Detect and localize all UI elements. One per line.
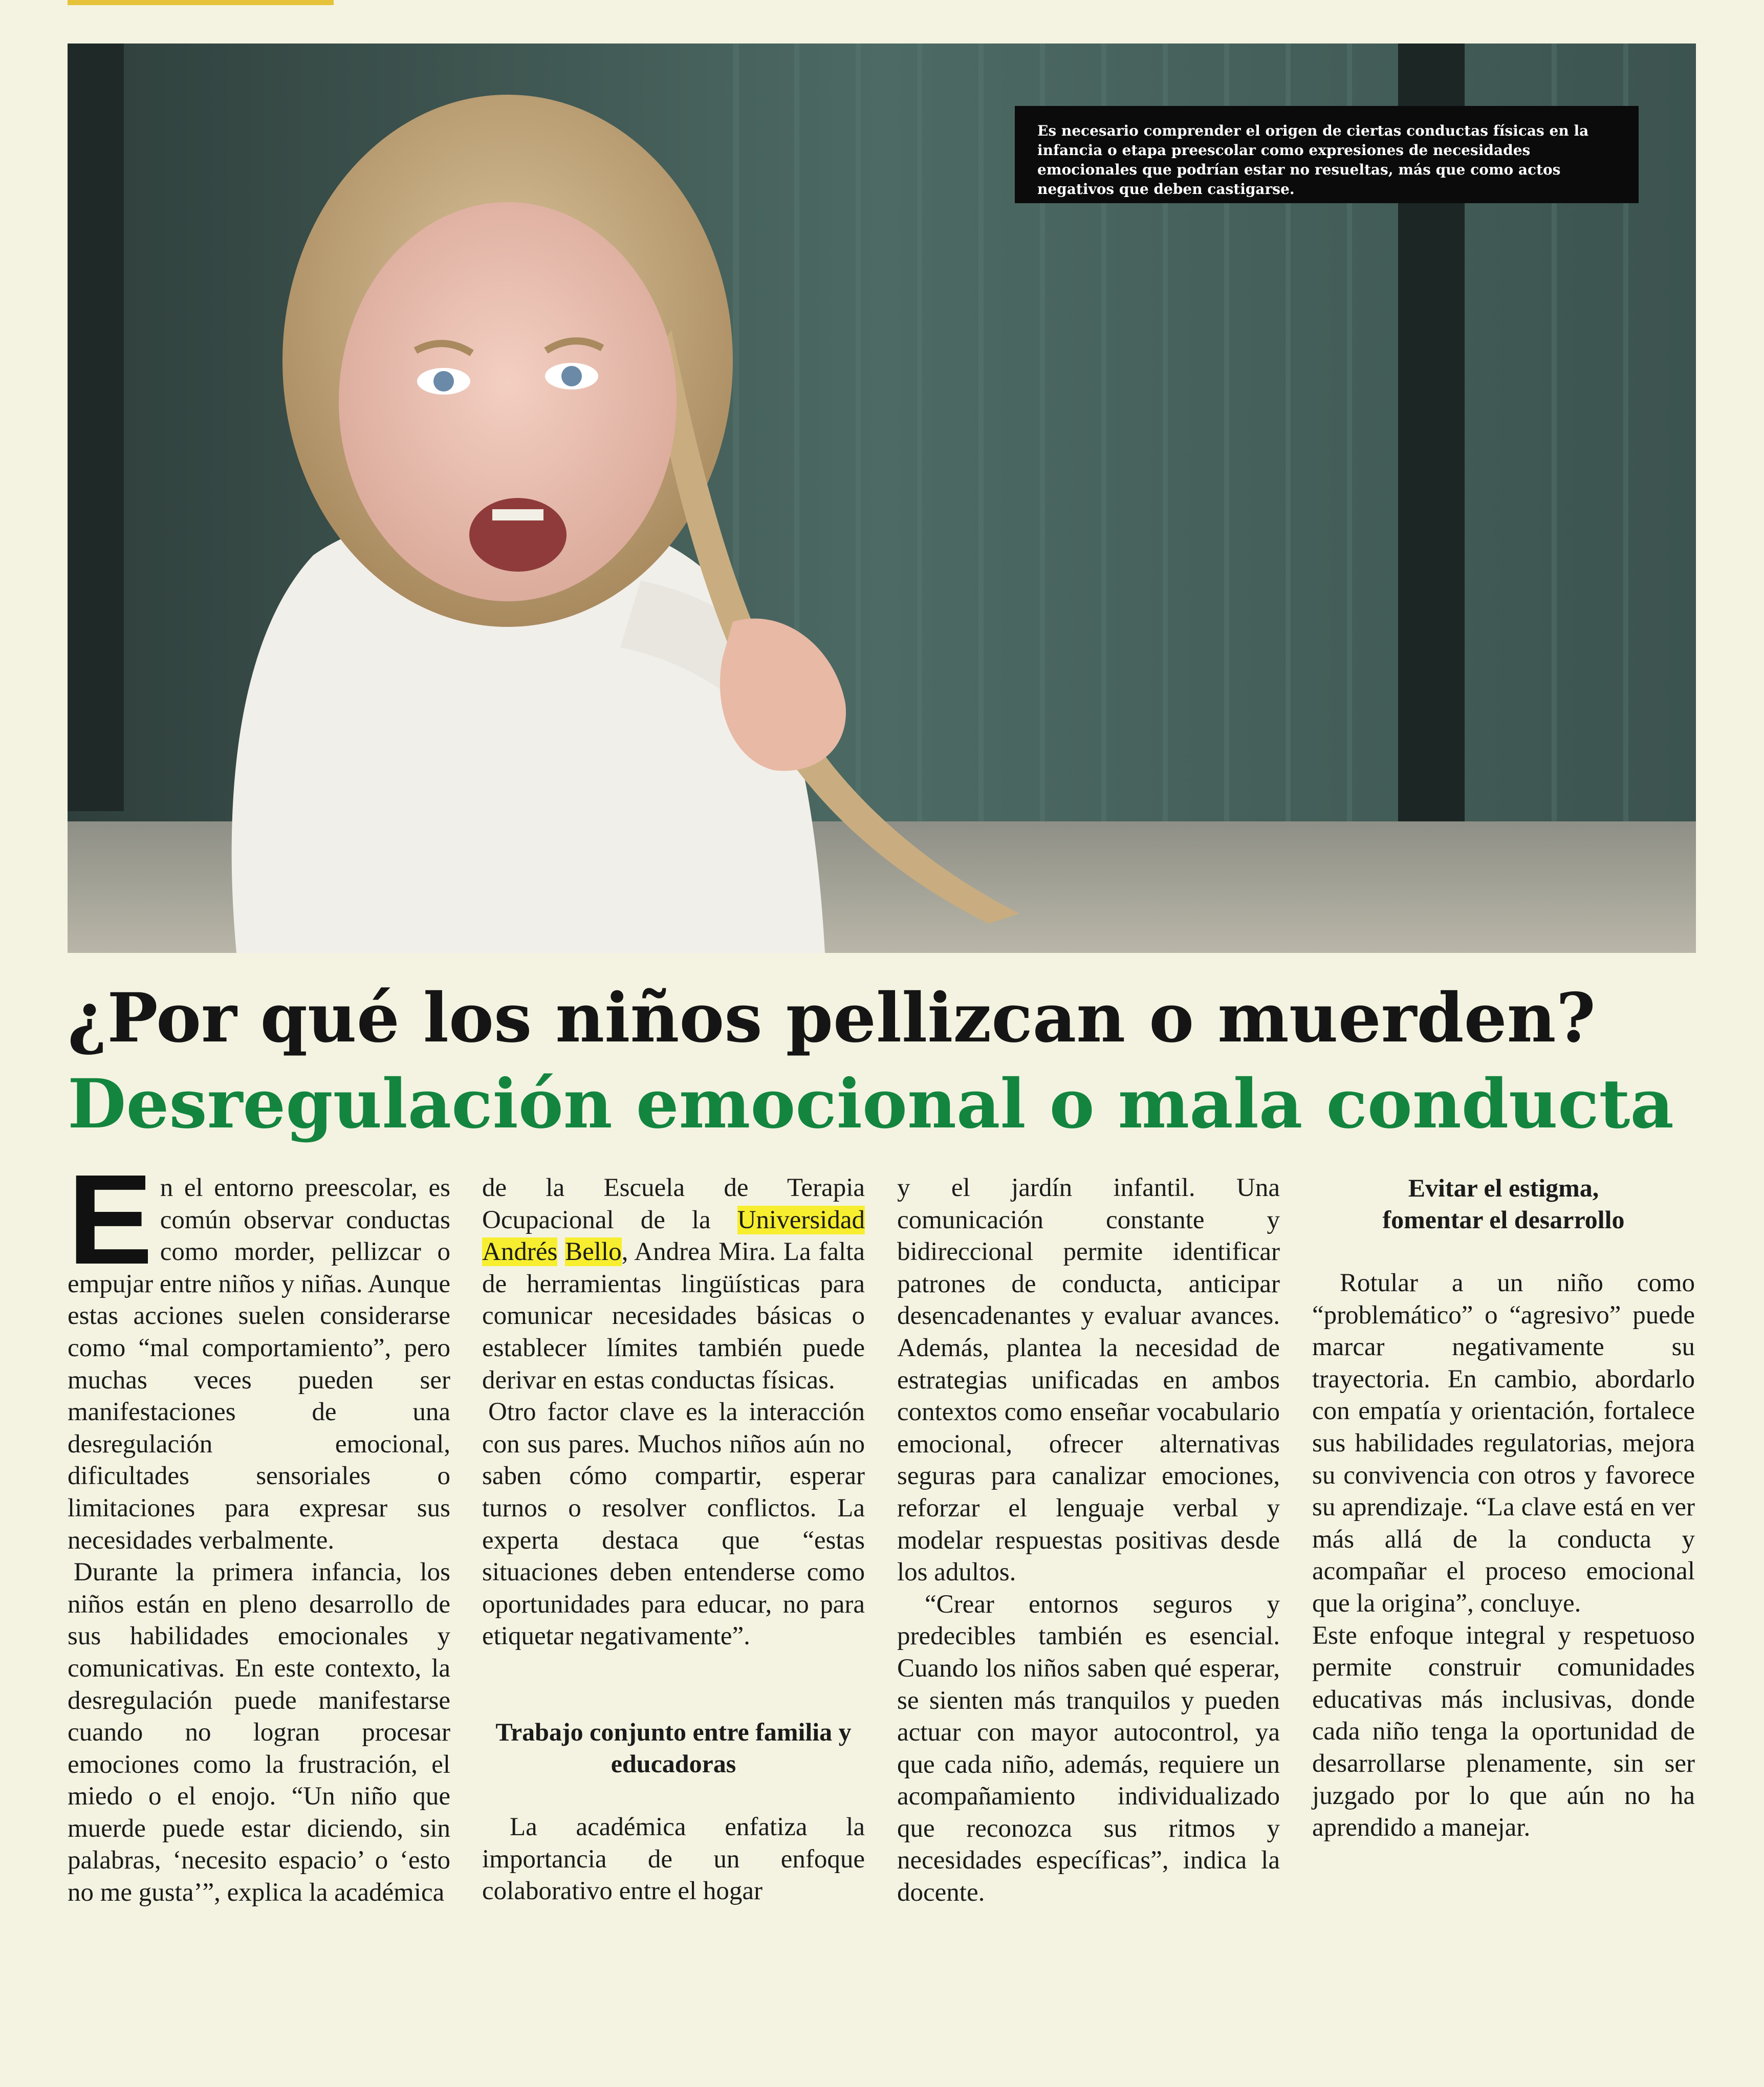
drop-cap: E bbox=[68, 1148, 153, 1291]
paragraph: Este enfoque integral y respetuoso permite construir comunidades educativas más inclusivas, donde cada niño tenga la oportunidad de desarrollarse plenamente, sin ser juzgado por lo que aún no ha aprendido a manejar. bbox=[1312, 1621, 1695, 1842]
article-column-2 bbox=[482, 1172, 865, 1907]
article-title: ¿Por qué los niños pellizcan o muerden? bbox=[68, 979, 1596, 1058]
paragraph: La académica enfatiza la importancia de un enfoque colaborativo entre el hogar bbox=[482, 1812, 865, 1906]
photo-caption-box bbox=[1015, 106, 1639, 203]
paragraph bbox=[482, 1172, 865, 1396]
highlighted-text: Universidad bbox=[737, 1205, 865, 1234]
article-subtitle: Desregulación emocional o mala conducta bbox=[68, 1064, 1674, 1144]
paragraph: Rotular a un niño como “problemático” o “agresivo” puede marcar negativamente su trayectoria. En cambio, abordarlo con empatía y orientación, fortalece sus habilidades regulatorias, mejora su convivencia con otros y favorece su aprendizaje. “La clave está en ver más allá de la conducta y acompañar el proceso emocional que la origina”, concluye. bbox=[1312, 1269, 1695, 1618]
spacer bbox=[482, 1684, 865, 1716]
spacer bbox=[1312, 1235, 1695, 1267]
section-heading: Trabajo conjunto entre familia y educadoras bbox=[495, 1717, 852, 1778]
top-accent-strip bbox=[68, 0, 334, 5]
paragraph: Otro factor clave es la interacción con sus pares. Muchos niños aún no saben cómo compartir, esperar turnos o resolver conflictos. La experta destaca que “estas situaciones deben entenderse como oportunidades para educar, no para etiquetar negativamente”. bbox=[482, 1398, 865, 1651]
spacer bbox=[482, 1653, 865, 1684]
article-column-1 bbox=[68, 1148, 450, 1909]
photo-caption: Es necesario comprender el origen de ciertas conductas físicas en la infancia o etapa preescolar como expresiones de necesidades emocionales que podrían estar no resueltas, más que como actos negativos que deben castigarse. bbox=[1037, 122, 1589, 198]
highlighted-text: Bello bbox=[565, 1237, 622, 1267]
paragraph-text: , Andrea Mira. La falta de herramientas lingüísticas para comunicar necesidades básicas o establecer límites también puede derivar en estas conductas físicas. bbox=[482, 1237, 865, 1395]
section-heading: Evitar el estigma, fomentar el desarrollo bbox=[1382, 1173, 1625, 1234]
article-column-3 bbox=[897, 1172, 1280, 1909]
paragraph: Durante la primera infancia, los niños están en pleno desarrollo de sus habilidades emocionales y comunicativas. En este contexto, la desregulación puede manifestarse cuando no logran procesar emociones como la frustración, el miedo o el enojo. “Un niño que muerde puede estar diciendo, sin palabras, ‘necesito espacio’ o ‘esto no me gusta’”, explica la académica bbox=[68, 1558, 450, 1907]
paragraph-text: de la Escuela de Terapia Ocupacional de la bbox=[482, 1173, 865, 1234]
paragraph: y el jardín infantil. Una comunicación constante y bidireccional permite identificar patrones de conducta, anticipar desencadenantes y evaluar avances. Además, plantea la necesidad de estrategias unificadas en ambos contextos como enseñar vocabulario emocional, ofrecer alternativas seguras para canalizar emociones, reforzar el lenguaje verbal y modelar respuestas positivas desde los adultos. bbox=[897, 1173, 1280, 1587]
highlighted-text: Andrés bbox=[482, 1237, 558, 1267]
spacer bbox=[482, 1779, 865, 1811]
paragraph bbox=[68, 1148, 450, 1556]
article-column-4 bbox=[1312, 1172, 1695, 1844]
paragraph-text: n el entorno preescolar, es común observar conductas como morder, pellizcar o empujar entre niños y niñas. Aunque estas acciones suelen considerarse como “mal comportamiento”, pero muchas veces pueden ser manifestaciones de una desregulación emocional, dificultades sensoriales o limitaciones para expresar sus necesidades verbalmente. bbox=[68, 1173, 450, 1555]
paragraph: “Crear entornos seguros y predecibles también es esencial. Cuando los niños saben qué esperar, se sienten más tranquilos y pueden actuar con mayor autocontrol, ya que cada niño, además, requiere un acompañamiento individualizado que reconozca sus ritmos y necesidades específicas”, indica la docente. bbox=[897, 1590, 1280, 1907]
